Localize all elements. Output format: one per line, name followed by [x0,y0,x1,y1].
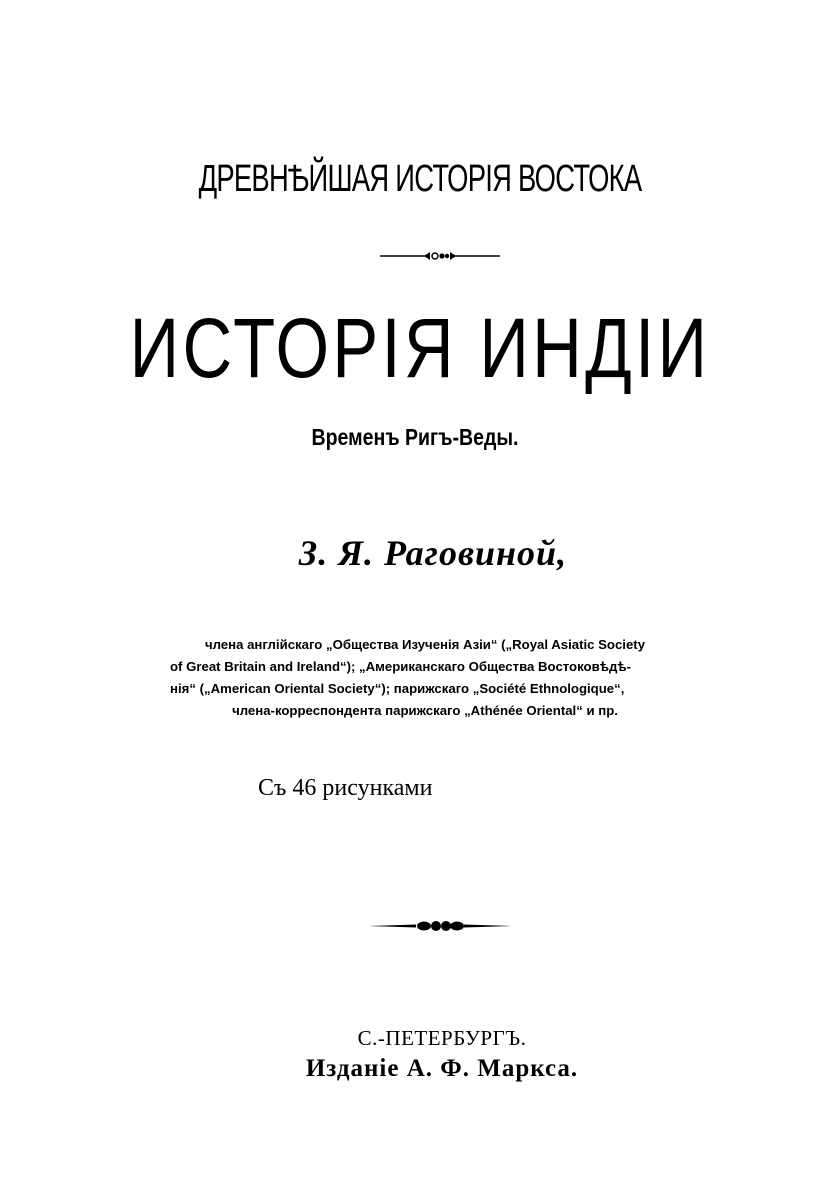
credentials-line: члена-корреспондента парижскаго „Athénée Oriental“ и пр. [232,703,618,718]
top-divider-ornament [380,249,500,263]
author-name: З. Я. Раговиной, [298,533,568,573]
publisher: Изданіе А. Ф. Маркса. [305,1055,579,1082]
subtitle: Временъ Ригъ-Веды. [311,424,519,450]
main-title: ИСТОРІЯ ИНДІИ [129,301,711,395]
illustrations-note: Съ 46 рисунками [258,775,433,801]
author-credentials [170,634,680,722]
series-title: ДРЕВНѢЙШАЯ ИСТОРІЯ ВОСТОКА [198,158,642,200]
credentials-line: of Great Britain and Ireland“); „Американскаго Общества Востоковѣдѣ- [170,659,631,674]
publication-city: С.-ПЕТЕРБУРГЪ. [357,1026,527,1050]
bottom-divider-ornament [368,918,512,934]
credentials-line: члена англійскаго „Общества Изученія Азіи“ („Royal Asiatic Society [204,637,646,652]
credentials-line: нія“ („American Oriental Society“); парижскаго „Société Ethnologique“, [170,681,625,696]
